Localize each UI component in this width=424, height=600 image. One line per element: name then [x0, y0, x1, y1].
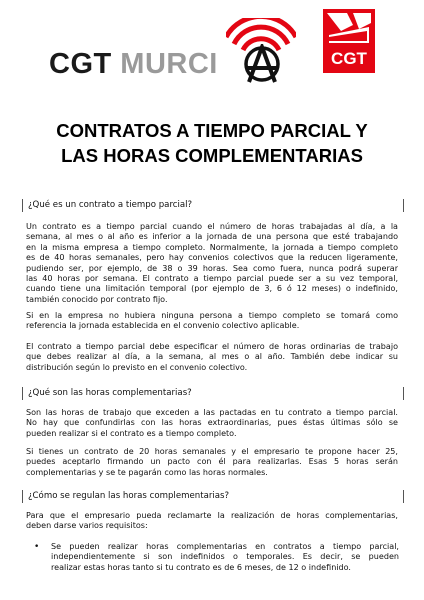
- text-line: en la misma empresa a tiempo completo. Normalmente, la jornada a tiempo completo: [26, 242, 398, 252]
- paragraph: [26, 408, 398, 439]
- text-line: Para que el empresario pueda reclamarte la realización de horas complementarias,: [26, 511, 398, 520]
- text-line: es de 40 horas semanales, pero hay convenios colectivos que la reducen ligeramente,: [26, 253, 398, 263]
- title-line-2: LAS HORAS COMPLEMENTARIAS: [61, 145, 363, 166]
- text-line: realizar estas horas tanto si tu contrato es de 6 meses, de 12 o indefinido.: [51, 562, 351, 572]
- paragraph: [26, 222, 398, 305]
- section-question: ¿Qué es un contrato a tiempo parcial?: [28, 200, 193, 210]
- text-line: que debes realizar al día, a la semana, al mes o al año. También debe indicar su: [26, 352, 398, 362]
- cgt-murcia-logo: [36, 18, 296, 90]
- paragraph: [26, 511, 398, 532]
- logo-text-cgt: CGT: [49, 48, 112, 80]
- text-line: independientemente si son indefinidos o temporales. Es decir, se pueden: [51, 552, 399, 562]
- text-line: Si en la empresa no hubiera ninguna persona a tiempo completo se tomará como: [26, 311, 398, 320]
- text-line: pudiendo ser, por ejemplo, de 38 o 39 horas. Sea como fuera, nunca podrá superar: [26, 263, 398, 273]
- text-line: pueden realizar si el contrato es a tiempo completo.: [26, 428, 237, 438]
- document-title: [20, 118, 404, 168]
- text-line: también conocido por contrato fijo.: [26, 294, 168, 304]
- bullet-text: [51, 542, 399, 573]
- text-line: semana, al mes o al año es inferior a la jornada de una persona que esté trabajando: [26, 232, 398, 242]
- text-line: El contrato a tiempo parcial debe especificar el número de horas ordinarias de trabajo: [26, 342, 398, 351]
- logo-wordmark: [49, 50, 218, 79]
- text-line: deben darse varios requisitos:: [26, 521, 148, 531]
- title-line-1: CONTRATOS A TIEMPO PARCIAL Y: [56, 120, 368, 141]
- section-question-box: [22, 387, 404, 400]
- section-question: ¿Qué son las horas complementarias?: [28, 388, 192, 398]
- text-line: complementarias y se te pagarán como las horas normales.: [26, 467, 268, 477]
- bullet-marker: •: [34, 542, 40, 552]
- logo-emblem-text: CGT: [331, 49, 367, 68]
- paragraph: [26, 342, 398, 373]
- text-line: las 40 horas por semana. El contrato a tiempo parcial puede ser a su vez temporal,: [26, 274, 398, 284]
- section-question: ¿Cómo se regulan las horas complementarias?: [28, 491, 230, 501]
- text-line: puedes aceptarlo firmando un pacto con él para realizarlas. Esas 5 horas serán: [26, 457, 398, 467]
- text-line: Son las horas de trabajo que exceden a las pactadas en tu contrato a tiempo parcial.: [26, 408, 398, 417]
- text-line: No hay que confundirlas con las horas extraordinarias, pues éstas últimas sólo se: [26, 418, 398, 428]
- text-line: cuando tiene una limitación temporal (por ejemplo de 3, 6 ó 12 meses) o indefinido,: [26, 284, 398, 294]
- text-line: Si tienes un contrato de 20 horas semanales y el empresario te propone hacer 25,: [26, 447, 398, 456]
- paragraph: [26, 311, 398, 332]
- text-line: Se pueden realizar horas complementarias en contratos a tiempo parcial,: [51, 542, 399, 551]
- logo-text-city: MURCI: [120, 48, 218, 80]
- text-line: referencia la jornada establecida en el convenio colectivo aplicable.: [26, 321, 300, 331]
- text-line: distribución según lo previsto en el convenio colectivo.: [26, 362, 248, 372]
- section-question-box: [22, 490, 404, 503]
- paragraph: [26, 447, 398, 478]
- text-line: Un contrato es a tiempo parcial cuando el número de horas trabajadas al día, a la: [26, 222, 398, 231]
- cgt-emblem-logo: [323, 9, 375, 73]
- anarchy-a-icon: [242, 44, 282, 84]
- section-question-box: [22, 199, 404, 212]
